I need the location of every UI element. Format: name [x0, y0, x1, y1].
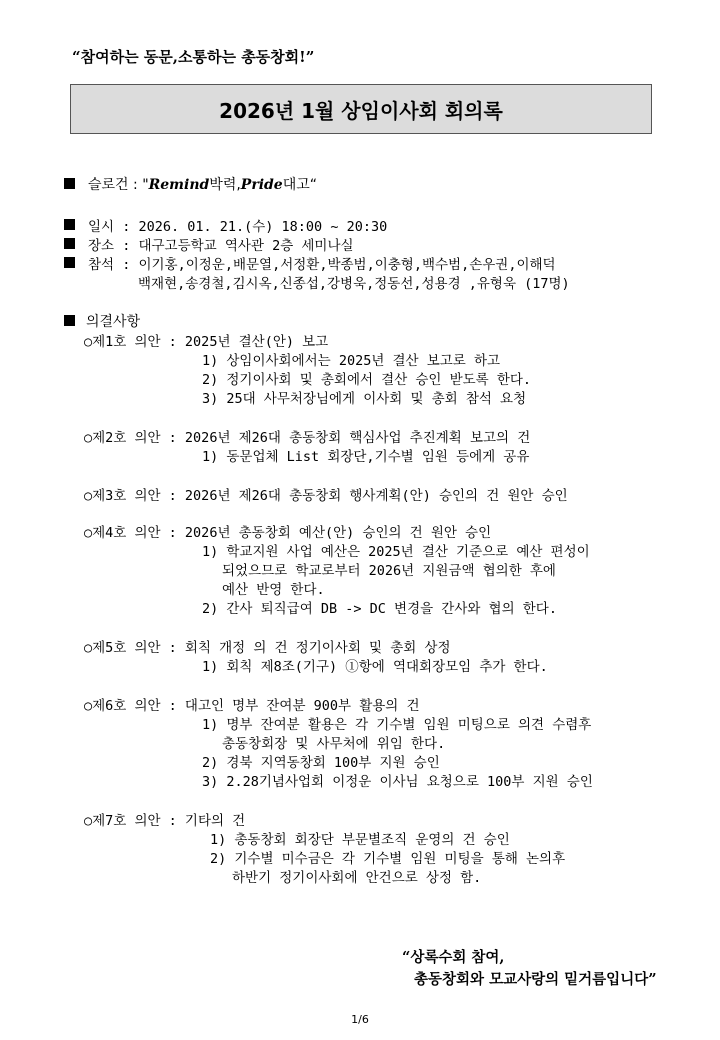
agenda-7-head: ○제7호 의안 : 기타의 건 [84, 813, 246, 829]
agenda-1-head: ○제1호 의안 : 2025년 결산(안) 보고 [84, 334, 329, 350]
meeting-date: 일시 : 2026. 01. 21.(수) 18:00 ~ 20:30 [88, 219, 388, 235]
slogan-word-remind: Remind [148, 177, 210, 193]
page-number: 1/6 [351, 1013, 369, 1026]
meeting-place: 장소 : 대구고등학교 역사관 2층 세미나실 [88, 238, 354, 254]
agenda-2-item-1: 1) 동문업체 List 회장단,기수별 임원 등에게 공유 [202, 449, 530, 465]
slogan [88, 174, 317, 194]
bullet-square-icon [64, 315, 75, 326]
agenda-4-head: ○제4호 의안 : 2026년 총동창회 예산(안) 승인의 건 원안 승인 [84, 525, 492, 541]
agenda-7-item-2: 2) 기수별 미수금은 각 기수별 임원 미팅을 통해 논의후 [210, 851, 566, 867]
agenda-6-item-1-cont: 총동창회장 및 사무처에 위임 한다. [222, 736, 446, 752]
agenda-1-item-3: 3) 25대 사무처장님에게 이사회 및 총회 참석 요청 [202, 391, 527, 407]
agenda-6-head: ○제6호 의안 : 대고인 명부 잔여분 900부 활용의 건 [84, 698, 420, 714]
agenda-1-item-1: 1) 상임이사회에서는 2025년 결산 보고로 하고 [202, 353, 501, 369]
agenda-5-item-1: 1) 회칙 제8조(기구) ①항에 역대회장모임 추가 한다. [202, 659, 548, 675]
agenda-3-head: ○제3호 의안 : 2026년 제26대 총동창회 행사계획(안) 승인의 건 원안 승인 [84, 488, 568, 504]
agenda-4-item-1-cont-2: 예산 반영 한다. [222, 582, 325, 598]
attendees-line-2: 백재현,송경철,김시옥,신종섭,강병욱,정동선,성용경 ,유형욱 (17명) [138, 276, 570, 292]
slogan-label: 슬로건 : " [88, 177, 149, 193]
agenda-6-item-2: 2) 경북 지역동창회 100부 지원 승인 [202, 755, 440, 771]
section-title: 의결사항 [86, 314, 141, 330]
bullet-square-icon [64, 178, 75, 189]
bullet-square-icon [64, 257, 75, 268]
attendees-line-1: 참석 : 이기홍,이정운,배문열,서정환,박종범,이충형,백수범,손우권,이해덕 [88, 257, 556, 273]
agenda-7-item-2-cont: 하반기 정기이사회에 안건으로 상정 함. [232, 870, 482, 886]
slogan-word-pride: Pride [240, 177, 283, 193]
agenda-4-item-1: 1) 학교지원 사업 예산은 2025년 결산 기준으로 예산 편성이 [202, 544, 590, 560]
agenda-5-head: ○제5호 의안 : 회칙 개정 의 건 정기이사회 및 총회 상정 [84, 640, 451, 656]
agenda-2-head: ○제2호 의안 : 2026년 제26대 총동창회 핵심사업 추진계획 보고의 건 [84, 430, 531, 446]
agenda-1-item-2: 2) 정기이사회 및 총회에서 결산 승인 받도록 한다. [202, 372, 532, 388]
agenda-4-item-2: 2) 간사 퇴직급여 DB -> DC 변경을 간사와 협의 한다. [202, 601, 557, 617]
slogan-text-1: 박력, [209, 177, 241, 193]
slogan-text-2: 대고“ [282, 177, 318, 193]
bullet-square-icon [64, 238, 75, 249]
agenda-6-item-3: 3) 2.28기념사업회 이정운 이사님 요청으로 100부 지원 승인 [202, 774, 593, 790]
closing-line-1: “상록수회 참여, [402, 949, 505, 966]
page-title: 2026년 1월 상임이사회 회의록 [70, 84, 652, 134]
agenda-6-item-1: 1) 명부 잔여분 활용은 각 기수별 임원 미팅으로 의견 수렴후 [202, 717, 592, 733]
closing-line-2: 총동창회와 모교사랑의 밑거름입니다” [414, 971, 657, 988]
agenda-4-item-1-cont: 되었으므로 학교로부터 2026년 지원금액 협의한 후에 [222, 563, 556, 579]
motto: “참여하는 동문,소통하는 총동창회!” [72, 48, 315, 66]
bullet-square-icon [64, 219, 75, 230]
agenda-7-item-1: 1) 총동창회 회장단 부문별조직 운영의 건 승인 [210, 832, 510, 848]
